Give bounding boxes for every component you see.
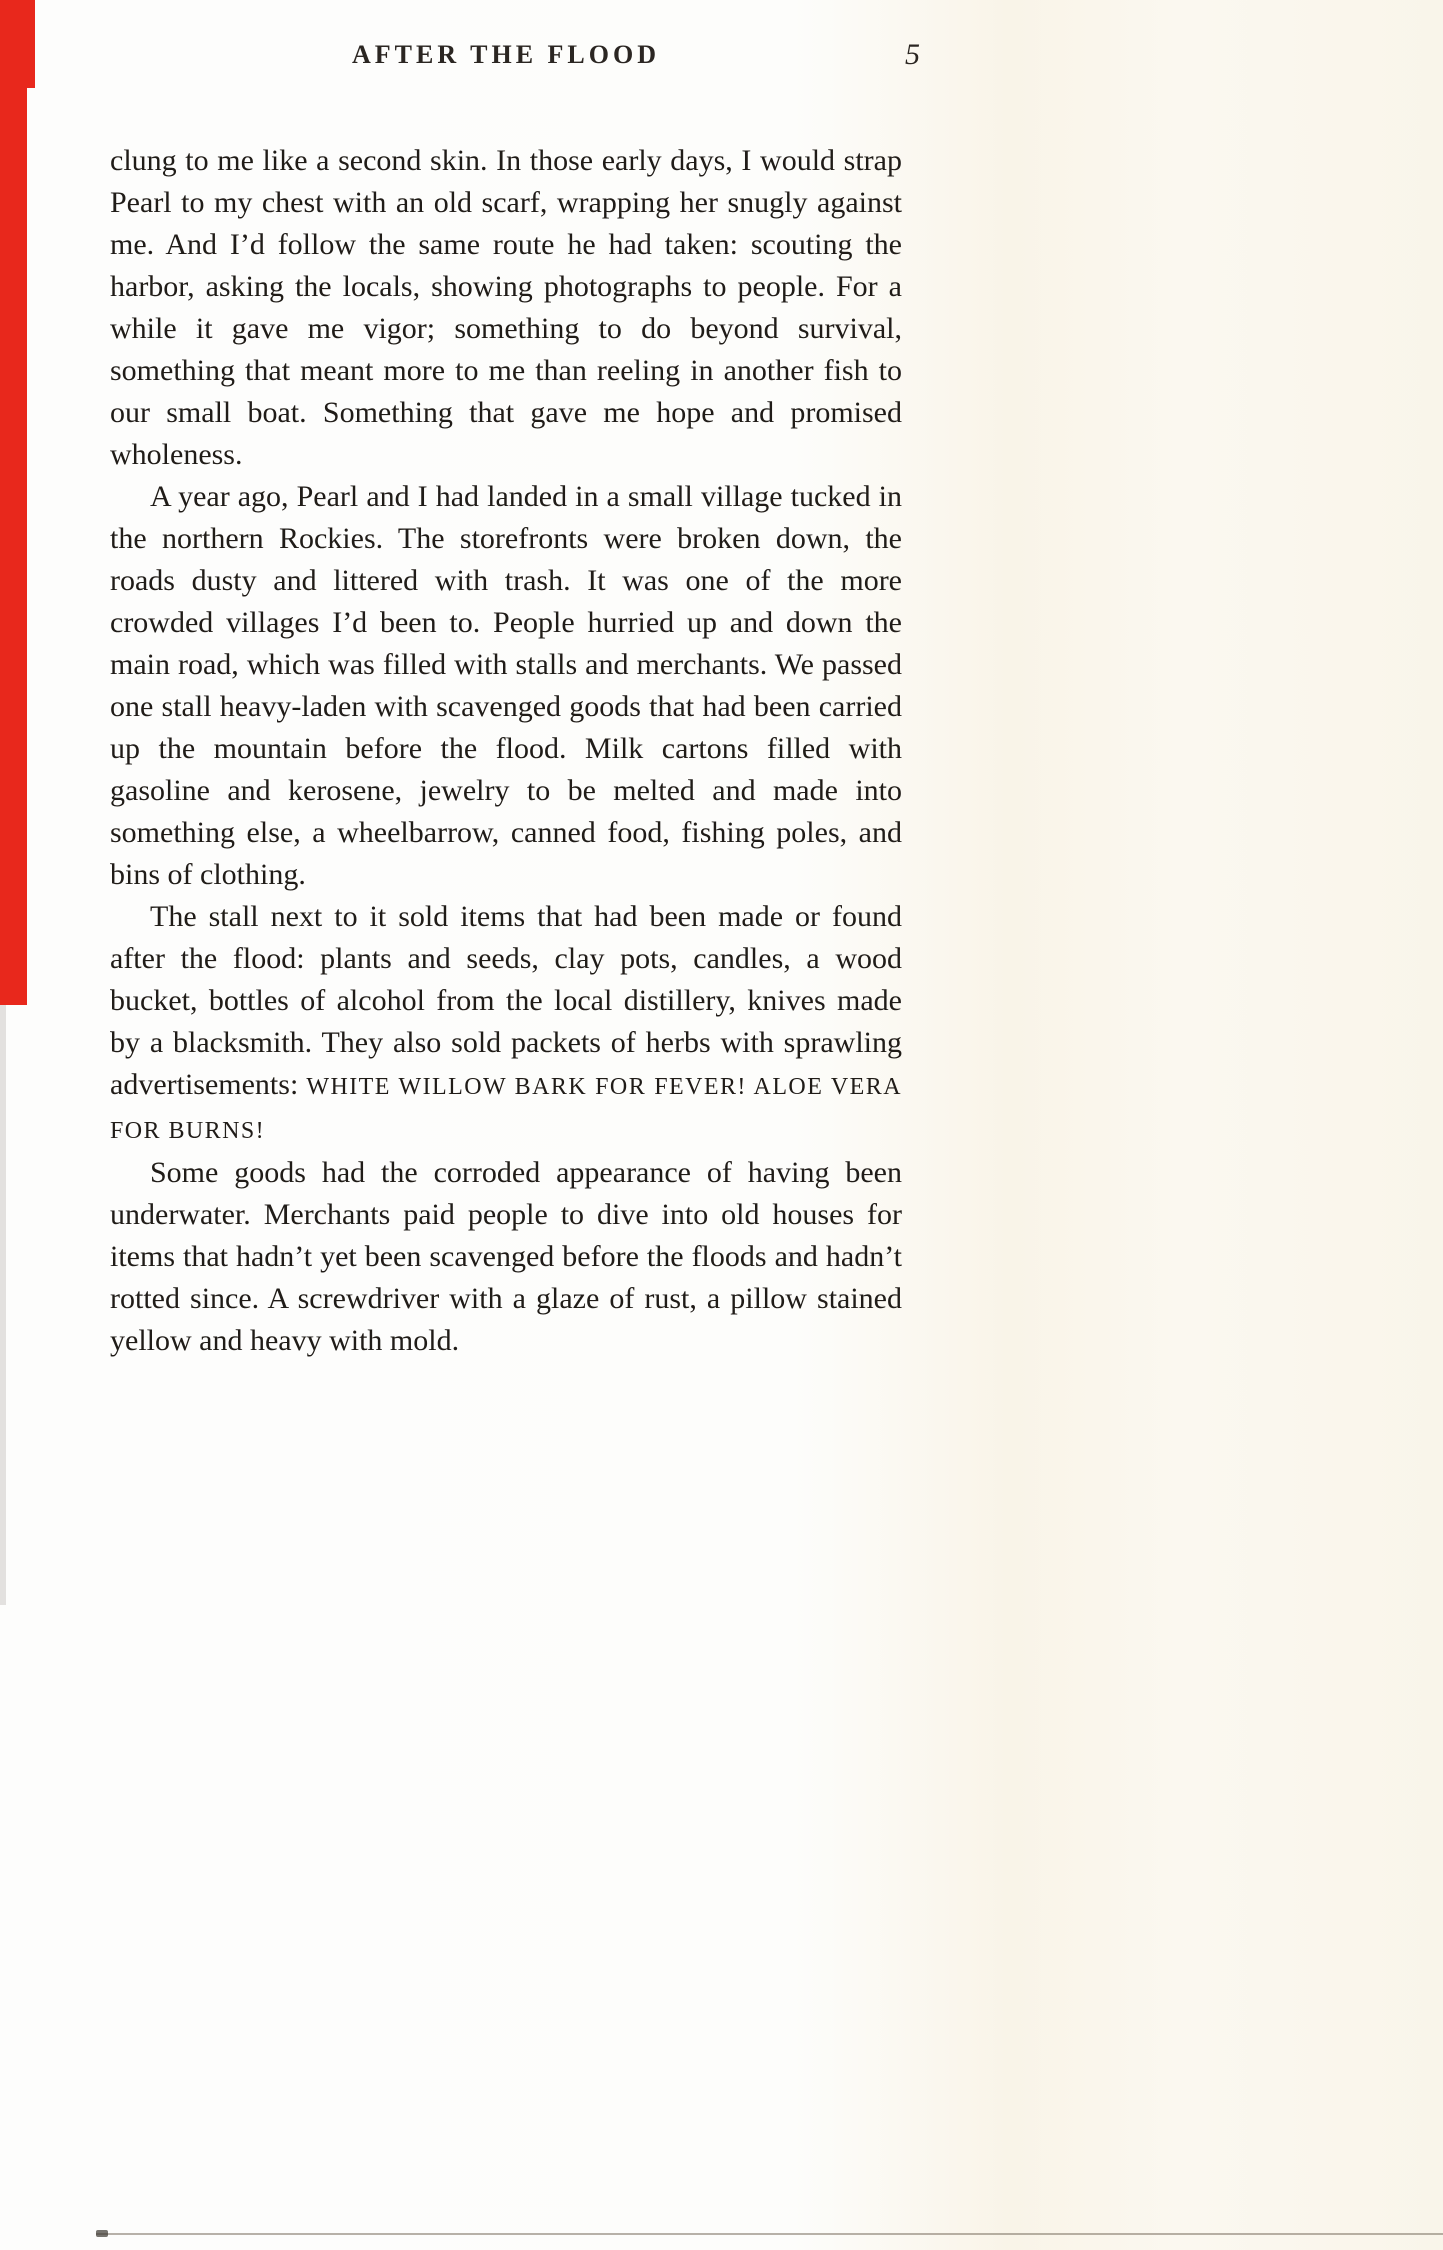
paragraph <box>110 1152 902 1362</box>
running-header <box>110 38 920 76</box>
page-left-shadow <box>0 1005 6 1605</box>
book-spine-stripe <box>0 0 27 1005</box>
text-segment: Some goods had the corroded appearance of having been underwater. Merchants paid people to dive into old houses for items that hadn’t yet been scavenged before the floods and hadn’t rotted since. A screwdriver with a glaze of rust, a pillow stained yellow and heavy with mold. <box>110 1156 902 1357</box>
smallcaps-text: WHITE WILLOW BARK FOR FEVER! ALOE VERA FOR BURNS! <box>110 1074 902 1144</box>
page-text <box>110 140 902 1362</box>
paragraph <box>110 140 902 476</box>
text-segment: A year ago, Pearl and I had landed in a small village tucked in the northern Rockies. The storefronts were broken down, the roads dusty and littered with trash. It was one of the more crowded villages I’d been to. People hurried up and down the main road, which was filled with stalls and merchants. We passed one stall heavy-laden with scavenged goods that had been carried up the mountain before the flood. Milk cartons filled with gasoline and kerosene, jewelry to be melted and made into something else, a wheelbarrow, canned food, fishing poles, and bins of clothing. <box>110 480 902 891</box>
paragraph <box>110 476 902 896</box>
paragraph <box>110 896 902 1152</box>
text-block <box>110 38 920 1362</box>
book-title-header: AFTER THE FLOOD <box>351 40 660 69</box>
text-segment: The stall next to it sold items that had been made or found after the flood: plants and seeds, clay pots, candles, a wood bucket, bottles of alcohol from the local distillery, knives made by a blacksmith. They also sold packets of herbs with sprawling advertisements: <box>110 900 902 1101</box>
text-segment: clung to me like a second skin. In those early days, I would strap Pearl to my chest with an old scarf, wrapping her snugly against me. And I’d follow the same route he had taken: scouting the harbor, asking the locals, showing photographs to people. For a while it gave me vigor; something to do beyond survival, something that meant more to me than reeling in another fish to our small boat. Something that gave me hope and promised wholeness. <box>110 144 902 471</box>
page-number: 5 <box>905 38 920 71</box>
page-bottom-edge <box>96 2233 1443 2235</box>
